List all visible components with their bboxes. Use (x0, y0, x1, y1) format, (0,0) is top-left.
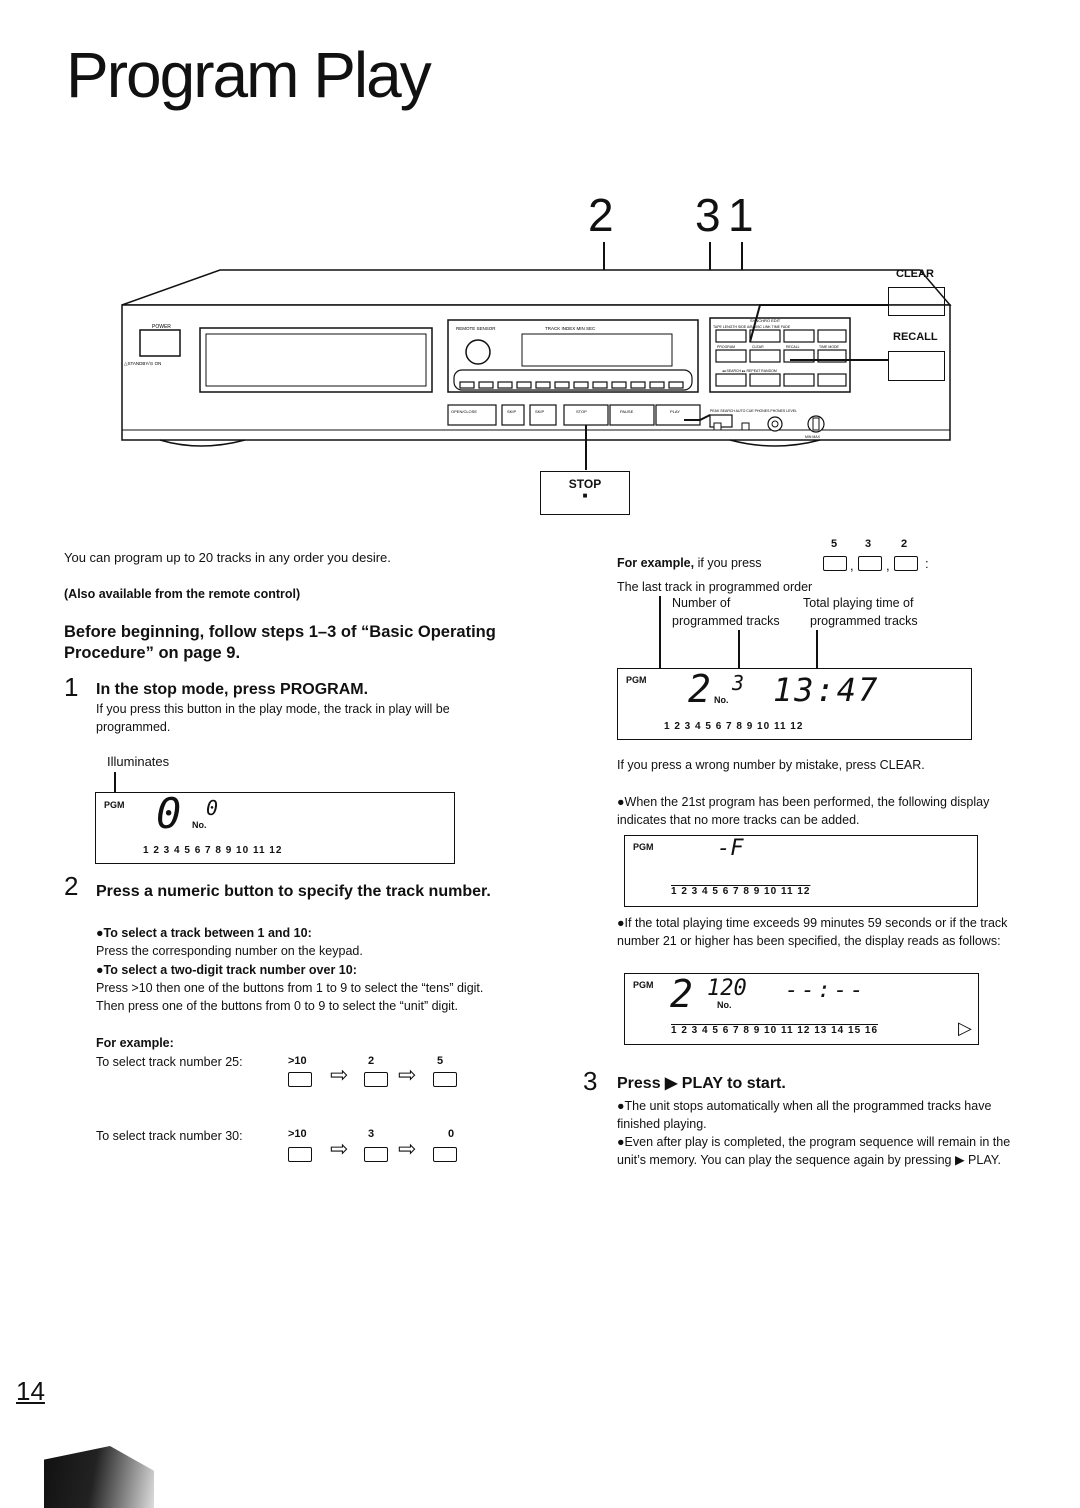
recall-label: RECALL (893, 331, 938, 343)
display4-small-digit: 120 (707, 976, 747, 1001)
total-time-label-2: programmed tracks (810, 614, 918, 628)
clear-label: CLEAR (896, 268, 934, 280)
note-exceeds: ●If the total playing time exceeds 99 minutes 59 seconds or if the track number 21 or higher has been specified, the display reads as follows: (617, 916, 1008, 948)
step-1-heading: In the stop mode, press PROGRAM. (96, 681, 369, 698)
before-beginning-heading: Before beginning, follow steps 1–3 of “Basic Operating Procedure” on page 9. (64, 623, 496, 662)
display-program-example (617, 668, 972, 740)
step-2-sub2-body: Press >10 then one of the buttons from 1 to 9 to select the “tens” digit. Then press one of the buttons from 0 to 9 to select the “unit” digit. (96, 981, 484, 1013)
readout-label: TRACK INDEX MIN SEC (545, 326, 596, 331)
remote-note: (Also available from the remote control) (64, 587, 301, 601)
display4-no-label: No. (717, 1000, 732, 1010)
display4-time: --:-- (785, 978, 867, 1003)
step-2-heading: Press a numeric button to specify the track number. (96, 883, 491, 900)
ex30-key3-label: 0 (448, 1128, 455, 1140)
step-3-note-1: ●The unit stops automatically when all the programmed tracks have finished playing. (617, 1099, 992, 1131)
total-time-pointer (816, 630, 818, 672)
transport-pause: PAUSE (620, 409, 634, 414)
ex-key-2-label: 2 (901, 538, 908, 550)
ex25-key3-box (433, 1072, 457, 1087)
ex30-arrow1: ⇨ (330, 1136, 349, 1161)
func-program: PROGRAM (717, 345, 736, 349)
edit-row-label: TAPE LENGTH SIDE A/B DISC LINK TIME FADE (713, 325, 791, 329)
step-1-body: If you press this button in the play mode, the track in play will be programmed. (96, 702, 450, 734)
transport-skip-back: SKIP (507, 409, 517, 414)
ex25-key1-box (288, 1072, 312, 1087)
display-program-start (95, 789, 455, 864)
step-2-sub2-title: ●To select a two-digit track number over 10: (96, 963, 357, 977)
standby-label: △STANDBY/⊙ ON (124, 361, 162, 366)
ex-key-3-label: 3 (865, 538, 872, 550)
ex25-key2-label: 2 (368, 1055, 375, 1067)
display-track-numbers: 1 2 3 4 5 6 7 8 9 10 11 12 (143, 845, 283, 856)
step-2-number: 2 (64, 871, 79, 901)
display3-text: -F (717, 836, 744, 861)
ex-key-5-box (823, 556, 847, 571)
example-prefix: For example, (617, 556, 695, 570)
display3-track-numbers: 1 2 3 4 5 6 7 8 9 10 11 12 (671, 886, 811, 897)
step-3-note-2: ●Even after play is completed, the program sequence will remain in the unit’s memory. You can play the sequence again by pressing ▶ PLAY. (617, 1135, 1011, 1167)
pgm-indicator: PGM (104, 800, 125, 810)
ex30-key2-box (364, 1147, 388, 1162)
example-25-label: To select track number 25: (96, 1055, 243, 1069)
display-full (624, 835, 978, 907)
page-title: Program Play (66, 39, 430, 111)
func-recall: RECALL (786, 345, 800, 349)
recall-button-box (888, 351, 945, 381)
callout-2: 2 (588, 189, 614, 241)
display4-big-digit: 2 (670, 972, 693, 1016)
step-3-heading: Press ▶ PLAY to start. (617, 1075, 786, 1092)
ex25-arrow1: ⇨ (330, 1062, 349, 1087)
display2-small-digit: 3 (732, 671, 745, 695)
intro-text: You can program up to 20 tracks in any order you desire. (64, 550, 391, 565)
stop-label: STOP (568, 477, 602, 491)
clear-button-box (888, 287, 945, 316)
last-track-label: The last track in programmed order (617, 580, 813, 594)
display2-big-digit: 2 (688, 667, 711, 711)
func-clear: CLEAR (752, 345, 764, 349)
ex-key-2-box (894, 556, 918, 571)
callout-3: 3 (695, 189, 721, 241)
page-corner-shadow (44, 1446, 154, 1508)
display2-no-label: No. (714, 695, 729, 705)
wrong-number-note: If you press a wrong number by mistake, press CLEAR. (617, 758, 925, 772)
page-number: 14 (16, 1376, 45, 1406)
synchro-edit-label: SYNCHRO EDIT (750, 318, 781, 323)
func-time-mode: TIME MODE (819, 345, 839, 349)
illuminates-label: Illuminates (107, 754, 170, 769)
display-exceeds (624, 973, 979, 1045)
step-3-number: 3 (583, 1066, 598, 1096)
example-line (617, 554, 762, 572)
programmed-tracks-label: programmed tracks (672, 614, 780, 628)
pgm-indicator-3: PGM (633, 842, 654, 852)
remote-sensor-label: REMOTE SENSOR (456, 326, 496, 331)
example-rest: if you press (697, 556, 762, 570)
ex30-key1-box (288, 1147, 312, 1162)
example-30-label: To select track number 30: (96, 1129, 243, 1143)
display4-arrow: ▷ (958, 1018, 972, 1038)
display4-track-numbers: 1 2 3 4 5 6 7 8 9 10 11 12 13 14 15 16 (671, 1025, 879, 1036)
power-label: POWER (152, 324, 171, 330)
note-21st-program: ●When the 21st program has been performed, the following display indicates that no more tracks can be added. (617, 795, 990, 827)
display-big-digit: 0 (156, 789, 182, 838)
transport-skip-fwd: SKIP (535, 409, 545, 414)
number-of-label: Number of (672, 596, 731, 610)
transport-open-close: OPEN/CLOSE (451, 409, 478, 414)
step-1-number: 1 (64, 672, 79, 702)
ex30-key3-box (433, 1147, 457, 1162)
step-2-sub1-title: ●To select a track between 1 and 10: (96, 926, 312, 940)
display-no-label: No. (192, 820, 207, 830)
ex25-key1-label: >10 (288, 1055, 307, 1067)
display2-track-numbers: 1 2 3 4 5 6 7 8 9 10 11 12 (664, 721, 804, 732)
transport-play: PLAY (670, 409, 680, 414)
ex-key-3-box (858, 556, 882, 571)
pgm-indicator-4: PGM (633, 980, 654, 990)
transport-stop: STOP (576, 409, 587, 414)
pgm-indicator-2: PGM (626, 675, 647, 685)
display2-time: 13:47 (773, 671, 880, 709)
ex25-key3-label: 5 (437, 1055, 444, 1067)
ex30-arrow2: ⇨ (398, 1136, 417, 1161)
display-small-digit: 0 (206, 796, 219, 820)
step-2-sub1-body: Press the corresponding number on the keypad. (96, 944, 363, 958)
ex-key-5-label: 5 (831, 538, 838, 550)
example-title: For example: (96, 1036, 174, 1050)
level-marks: MIN MAX (805, 435, 820, 439)
number-of-pointer (738, 630, 740, 672)
callout-1: 1 (728, 189, 754, 241)
ex30-key1-label: >10 (288, 1128, 307, 1140)
search-row-label: ◂◂ SEARCH ▸▸ REPEAT RANDOM (722, 369, 777, 373)
stop-symbol: ■ (582, 491, 588, 500)
misc-row-label: PEAK SEARCH AUTO CUE PHONES PHONES LEVEL (710, 409, 798, 413)
ex25-key2-box (364, 1072, 388, 1087)
ex25-arrow2: ⇨ (398, 1062, 417, 1087)
stop-button-box (540, 471, 630, 515)
ex30-key2-label: 3 (368, 1128, 375, 1140)
total-time-label: Total playing time of (803, 596, 914, 610)
